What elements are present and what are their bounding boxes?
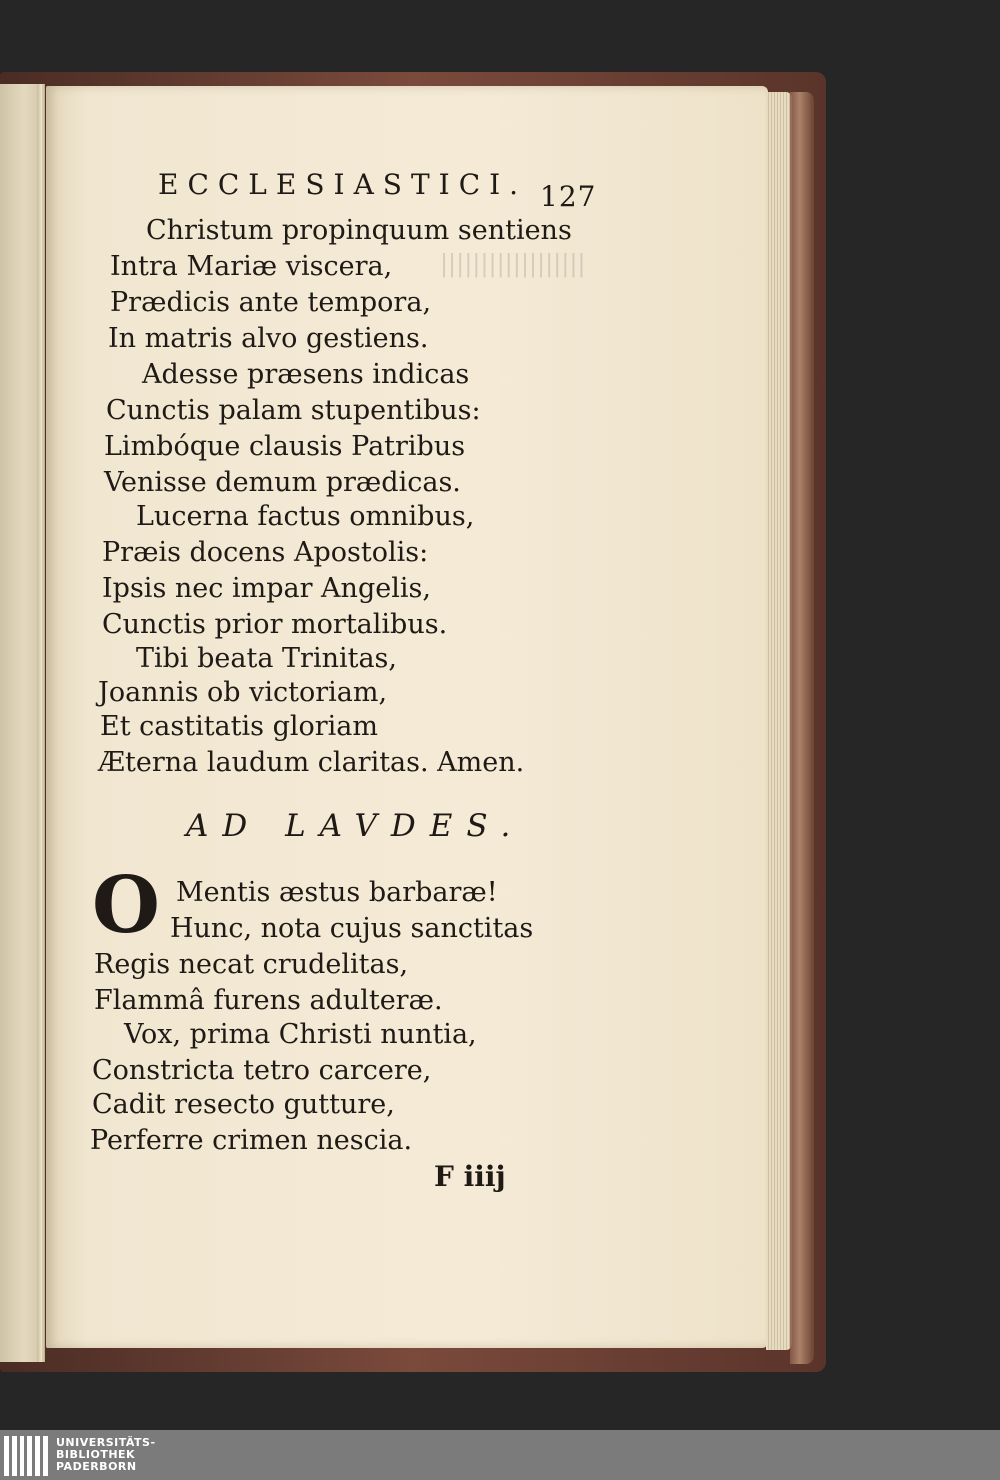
library-name bbox=[56, 1437, 156, 1473]
hymn-line: Cunctis palam stupentibus: bbox=[106, 395, 481, 426]
hymn-line: Lucerna factus omnibus, bbox=[136, 501, 475, 532]
hymn-line: Cunctis prior mortalibus. bbox=[102, 609, 448, 640]
laudes-line: Constricta tetro carcere, bbox=[92, 1055, 432, 1086]
hymn-line: Præis docens Apostolis: bbox=[102, 537, 429, 568]
laudes-line: Cadit resecto gutture, bbox=[92, 1089, 395, 1120]
hymn-line: Et castitatis gloriam bbox=[100, 711, 378, 742]
laudes-line: Perferre crimen nescia. bbox=[90, 1125, 413, 1156]
running-title: ECCLESIASTICI. bbox=[158, 168, 528, 201]
signature-mark: F iiij bbox=[434, 1160, 506, 1193]
hymn-line: Joannis ob victoriam, bbox=[98, 677, 388, 708]
library-name-line: BIBLIOTHEK bbox=[56, 1448, 136, 1461]
running-header bbox=[158, 168, 598, 216]
library-name-line: UNIVERSITÄTS- bbox=[56, 1436, 156, 1449]
hymn-line: Prædicis ante tempora, bbox=[110, 287, 432, 318]
hymn-line: Venisse demum prædicas. bbox=[104, 467, 461, 498]
library-logo-icon bbox=[4, 1434, 48, 1476]
hymn-line: Tibi beata Trinitas, bbox=[136, 643, 397, 674]
library-footer bbox=[0, 1430, 1000, 1480]
laudes-line: Hunc, nota cujus sanctitas bbox=[170, 913, 534, 944]
page-number: 127 bbox=[540, 180, 597, 213]
laudes-line: Flammâ furens adulteræ. bbox=[94, 985, 443, 1016]
hymn-line: In matris alvo gestiens. bbox=[108, 323, 429, 354]
hymn-line: Christum propinquum sentiens bbox=[146, 215, 572, 246]
laudes-line: Regis necat crudelitas, bbox=[94, 949, 409, 980]
laudes-line: Mentis æstus barbaræ! bbox=[176, 877, 498, 908]
hymn-line: Ipsis nec impar Angelis, bbox=[102, 573, 431, 604]
drop-cap: O bbox=[92, 860, 160, 951]
show-through-text: |||||||||||||||||| bbox=[440, 250, 586, 278]
hymn-line: Intra Mariæ viscera, bbox=[110, 251, 393, 282]
library-name-line: PADERBORN bbox=[56, 1460, 137, 1473]
section-heading: AD LAVDES. bbox=[186, 808, 525, 844]
laudes-line: Vox, prima Christi nuntia, bbox=[124, 1019, 477, 1050]
hymn-line: Limbóque clausis Patribus bbox=[104, 431, 466, 462]
hymn-line: Adesse præsens indicas bbox=[142, 359, 470, 390]
hymn-line: Æterna laudum claritas. Amen. bbox=[98, 747, 525, 778]
